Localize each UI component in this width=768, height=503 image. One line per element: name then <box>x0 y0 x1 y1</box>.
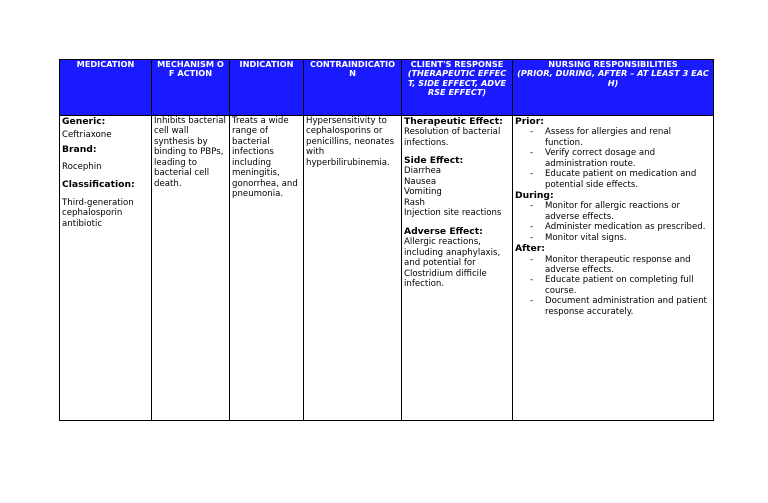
classification-label: Classification: <box>62 179 135 191</box>
header-row <box>60 60 714 116</box>
during-label: During: <box>515 190 554 202</box>
header-indication: INDICATION <box>230 60 304 116</box>
contraindication-cell: Hypersensitivity to cephalosporins or penicillins, neonates with hyperbilirubinemia. <box>304 116 402 421</box>
side-effect-item: Vomiting <box>404 187 442 198</box>
header-mechanism: MECHANISM OF ACTION <box>152 60 230 116</box>
after-list <box>515 255 711 318</box>
header-client-response-subtitle: (THERAPEUTIC EFFECT, SIDE EFFECT, ADVERSE EFFECT) <box>407 68 507 98</box>
header-medication: MEDICATION <box>60 60 152 116</box>
after-item: - Monitor therapeutic response and adverse effects. <box>515 255 711 276</box>
side-effect-label: Side Effect: <box>404 155 464 167</box>
during-item: - Administer medication as prescribed. <box>515 222 711 232</box>
prior-item: - Educate patient on medication and potential side effects. <box>515 169 711 190</box>
therapeutic-effect-text: Resolution of bacterial infections. <box>404 127 501 148</box>
prior-label: Prior: <box>515 116 544 127</box>
generic-label: Generic: <box>62 116 106 127</box>
during-list <box>515 201 711 243</box>
header-nursing-responsibilities <box>513 60 714 116</box>
after-item: - Document administration and patient response accurately. <box>515 296 711 317</box>
prior-list <box>515 127 711 190</box>
header-nursing-title: NURSING RESPONSIBILITIES <box>548 59 678 69</box>
indication-cell: Treats a wide range of bacterial infections including meningitis, gonorrhea, and pneumonia. <box>230 116 304 421</box>
client-response-cell <box>402 116 513 421</box>
therapeutic-effect-label: Therapeutic Effect: <box>404 116 503 127</box>
prior-item: - Verify correct dosage and administration route. <box>515 148 711 169</box>
after-item: - Educate patient on completing full course. <box>515 275 711 296</box>
header-contraindication: CONTRAINDICATIO N <box>304 60 402 116</box>
after-label: After: <box>515 243 545 255</box>
side-effect-item: Rash <box>404 197 425 208</box>
mechanism-cell: Inhibits bacterial cell wall synthesis by binding to PBPs, leading to bacterial cell death. <box>152 116 230 421</box>
classification-value: Third-generation cephalosporin antibiotic <box>62 197 134 229</box>
generic-name: Ceftriaxone <box>62 130 112 141</box>
during-item: - Monitor for allergic reactions or adverse effects. <box>515 201 711 222</box>
drug-study-table <box>59 59 714 421</box>
side-effect-item: Injection site reactions <box>404 208 502 219</box>
during-item: - Monitor vital signs. <box>515 233 711 243</box>
header-nursing-subtitle: (PRIOR, DURING, AFTER – AT LEAST 3 EACH) <box>517 68 709 88</box>
adverse-effect-text: Allergic reactions, including anaphylaxis, and potential for Clostridium difficile infection. <box>404 237 501 289</box>
side-effect-item: Nausea <box>404 176 437 187</box>
header-client-response-title: CLIENT'S RESPONSE <box>410 59 504 69</box>
nursing-responsibilities-cell <box>513 116 714 421</box>
prior-item: - Assess for allergies and renal function. <box>515 127 711 148</box>
brand-name: Rocephin <box>62 161 102 172</box>
brand-label: Brand: <box>62 143 97 155</box>
header-client-response <box>402 60 513 116</box>
side-effect-item: Diarrhea <box>404 166 442 177</box>
medication-cell <box>60 116 152 421</box>
content-row <box>60 116 714 421</box>
adverse-effect-label: Adverse Effect: <box>404 225 483 237</box>
